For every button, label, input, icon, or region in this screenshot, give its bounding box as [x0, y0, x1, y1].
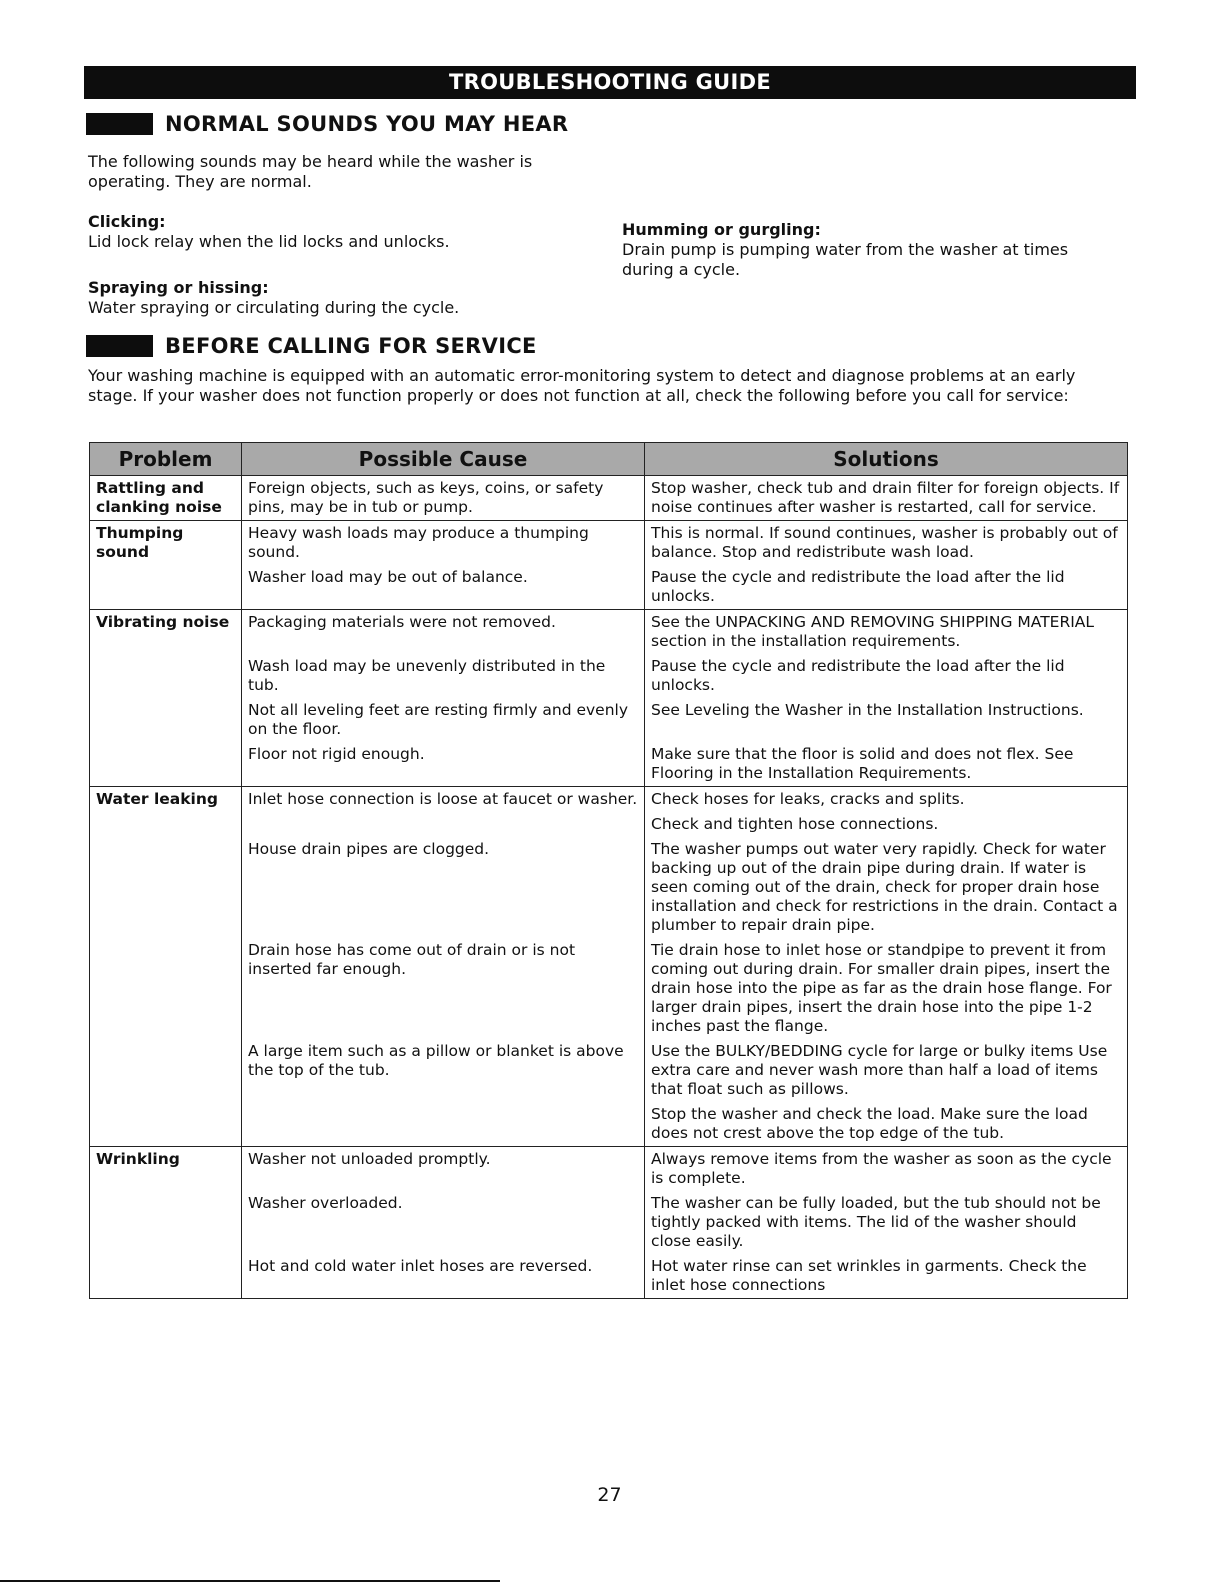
solution-cell: Pause the cycle and redistribute the load after the lid unlocks.	[645, 565, 1128, 610]
section-before-service-heading	[86, 334, 537, 358]
table-row	[90, 837, 1128, 938]
header-problem: Problem	[90, 443, 242, 476]
section-title: NORMAL SOUNDS YOU MAY HEAR	[165, 112, 569, 136]
cause-cell: Washer load may be out of balance.	[242, 565, 645, 610]
cause-cell: Not all leveling feet are resting firmly and evenly on the floor.	[242, 698, 645, 742]
solution-cell: The washer pumps out water very rapidly. Check for water backing up out of the drain pipe during drain. If water is seen coming out of the drain, check for proper drain hose installation and check for restrictions in the drain. Contact a plumber to repair drain pipe.	[645, 837, 1128, 938]
solution-cell: Check and tighten hose connections.	[645, 812, 1128, 837]
table-row	[90, 938, 1128, 1039]
problem-cell	[90, 698, 242, 742]
problem-cell	[90, 938, 242, 1039]
table-row	[90, 521, 1128, 566]
solution-cell: Stop washer, check tub and drain filter for foreign objects. If noise continues after washer is restarted, call for service.	[645, 476, 1128, 521]
sound-label-spraying: Spraying or hissing:	[88, 278, 269, 297]
problem-cell: Water leaking	[90, 787, 242, 813]
problem-cell: Wrinkling	[90, 1147, 242, 1192]
cause-cell: Washer overloaded.	[242, 1191, 645, 1254]
table-row	[90, 1254, 1128, 1299]
cause-cell: Hot and cold water inlet hoses are reversed.	[242, 1254, 645, 1299]
solution-cell: This is normal. If sound continues, washer is probably out of balance. Stop and redistribute wash load.	[645, 521, 1128, 566]
sound-text-spraying: Water spraying or circulating during the cycle.	[88, 298, 460, 317]
footer-rule	[0, 1580, 500, 1582]
cause-cell: Inlet hose connection is loose at faucet or washer.	[242, 787, 645, 813]
table-row	[90, 742, 1128, 787]
problem-cell	[90, 1102, 242, 1147]
section-title: BEFORE CALLING FOR SERVICE	[165, 334, 537, 358]
table-row	[90, 476, 1128, 521]
problem-cell	[90, 654, 242, 698]
solution-cell: Tie drain hose to inlet hose or standpipe to prevent it from coming out during drain. For smaller drain pipes, insert the drain hose into the pipe as far as the drain hose flange. For larger drain pipes, insert the drain hose into the pipe 1-2 inches past the flange.	[645, 938, 1128, 1039]
solution-cell: See Leveling the Washer in the Installation Instructions.	[645, 698, 1128, 742]
problem-cell: Thumping sound	[90, 521, 242, 566]
sound-text-clicking: Lid lock relay when the lid locks and unlocks.	[88, 232, 450, 251]
page-number: 27	[597, 1484, 622, 1506]
solution-cell: Hot water rinse can set wrinkles in garments. Check the inlet hose connections	[645, 1254, 1128, 1299]
before-service-intro: Your washing machine is equipped with an automatic error-monitoring system to detect and diagnose problems at an early stage. If your washer does not function properly or does not function at all, check the following before you call for service:	[88, 366, 1076, 405]
table-row	[90, 1147, 1128, 1192]
cause-cell: Wash load may be unevenly distributed in the tub.	[242, 654, 645, 698]
problem-cell	[90, 1039, 242, 1102]
solution-cell: Always remove items from the washer as soon as the cycle is complete.	[645, 1147, 1128, 1192]
cause-cell: Drain hose has come out of drain or is not inserted far enough.	[242, 938, 645, 1039]
solution-cell: Pause the cycle and redistribute the load after the lid unlocks.	[645, 654, 1128, 698]
header-solutions: Solutions	[645, 443, 1128, 476]
table-row	[90, 1039, 1128, 1102]
table-row	[90, 1102, 1128, 1147]
problem-cell: Rattling and clanking noise	[90, 476, 242, 521]
cause-cell	[242, 1102, 645, 1147]
cause-cell: Washer not unloaded promptly.	[242, 1147, 645, 1192]
section-bar-icon	[86, 335, 153, 357]
cause-cell: A large item such as a pillow or blanket is above the top of the tub.	[242, 1039, 645, 1102]
table-row	[90, 610, 1128, 655]
problem-cell	[90, 1254, 242, 1299]
cause-cell: Foreign objects, such as keys, coins, or safety pins, may be in tub or pump.	[242, 476, 645, 521]
table-row	[90, 698, 1128, 742]
problem-cell: Vibrating noise	[90, 610, 242, 655]
table-row	[90, 654, 1128, 698]
section-bar-icon	[86, 113, 153, 135]
table-row	[90, 812, 1128, 837]
troubleshooting-table	[89, 442, 1128, 1299]
table-header-row	[90, 443, 1128, 476]
sound-label-humming: Humming or gurgling:	[622, 220, 821, 239]
section-normal-sounds-heading	[86, 112, 568, 136]
table-row	[90, 1191, 1128, 1254]
solution-cell: The washer can be fully loaded, but the tub should not be tightly packed with items. The lid of the washer should close easily.	[645, 1191, 1128, 1254]
solution-cell: Check hoses for leaks, cracks and splits.	[645, 787, 1128, 813]
solution-cell: Stop the washer and check the load. Make sure the load does not crest above the top edge of the tub.	[645, 1102, 1128, 1147]
problem-cell	[90, 565, 242, 610]
solution-cell: Use the BULKY/BEDDING cycle for large or bulky items Use extra care and never wash more than half a load of items that float such as pillows.	[645, 1039, 1128, 1102]
problem-cell	[90, 812, 242, 837]
cause-cell: Heavy wash loads may produce a thumping sound.	[242, 521, 645, 566]
page-banner: TROUBLESHOOTING GUIDE	[84, 66, 1136, 99]
table-row	[90, 565, 1128, 610]
cause-cell: Packaging materials were not removed.	[242, 610, 645, 655]
problem-cell	[90, 742, 242, 787]
solution-cell: See the UNPACKING AND REMOVING SHIPPING MATERIAL section in the installation requirements.	[645, 610, 1128, 655]
solution-cell: Make sure that the floor is solid and does not flex. See Flooring in the Installation Requirements.	[645, 742, 1128, 787]
sound-label-clicking: Clicking:	[88, 212, 166, 231]
normal-sounds-intro: The following sounds may be heard while the washer is operating. They are normal.	[88, 152, 533, 191]
table-row	[90, 787, 1128, 813]
cause-cell	[242, 812, 645, 837]
cause-cell: House drain pipes are clogged.	[242, 837, 645, 938]
problem-cell	[90, 1191, 242, 1254]
header-possible-cause: Possible Cause	[242, 443, 645, 476]
sound-text-humming: Drain pump is pumping water from the washer at times during a cycle.	[622, 240, 1069, 279]
cause-cell: Floor not rigid enough.	[242, 742, 645, 787]
problem-cell	[90, 837, 242, 938]
